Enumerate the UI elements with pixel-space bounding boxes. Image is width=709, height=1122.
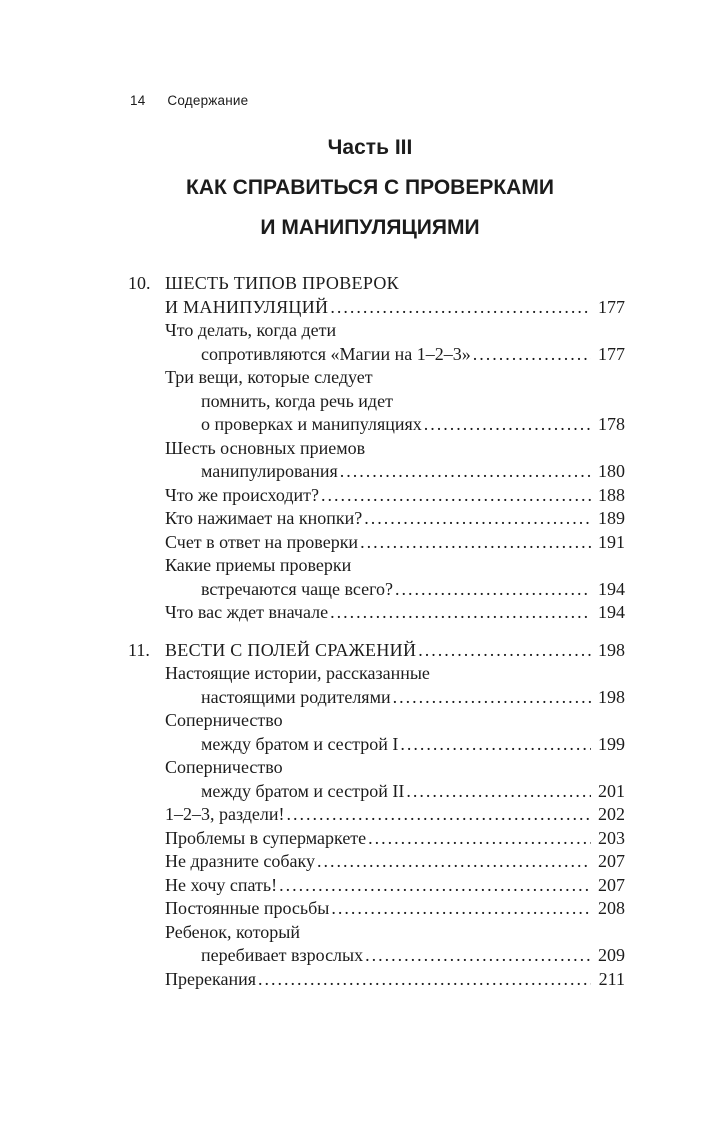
toc-line [128,319,625,343]
toc-line [128,686,625,710]
toc-entry-text: Что вас ждет вначале [165,602,329,622]
toc-entry-text: Какие приемы проверки [165,555,352,575]
toc-line [128,554,625,578]
toc-line [128,390,625,414]
toc-page-number: 177 [598,296,625,317]
toc-entry-text: Постоянные просьбы [165,898,330,918]
part-title-block [110,128,630,248]
toc-entry-text: Соперничество [165,757,283,777]
page-number: 14 [130,93,146,108]
toc-page-number: 177 [598,343,625,364]
toc-entry-text: встречаются чаще всего? [201,578,394,599]
dot-leader [330,601,591,625]
toc-line [128,601,625,625]
toc-line [128,897,625,921]
toc-line [128,366,625,390]
toc-entry-text: Соперничество [165,710,283,730]
toc-page-number: 194 [598,602,625,622]
toc-entry-text: 1–2–3, раздели! [165,804,285,824]
toc-line [128,413,625,437]
toc-line [128,756,625,780]
dot-leader [365,944,591,968]
part-title-line-2: И МАНИПУЛЯЦИЯМИ [260,216,480,239]
toc-line [128,921,625,945]
dot-leader [473,343,591,367]
toc-chapter-title: ВЕСТИ С ПОЛЕЙ СРАЖЕНИЙ [165,639,417,660]
dot-leader [317,850,591,874]
toc-line [128,850,625,874]
dot-leader [287,803,591,827]
dot-leader [393,686,591,710]
toc-page-number: 189 [598,508,625,528]
toc-line [128,780,625,804]
dot-leader [418,639,591,663]
toc-entry-text: Не дразните собаку [165,851,315,871]
toc-entry-text: Три вещи, которые следует [165,367,373,387]
toc-entry-text: перебивает взрослых [201,945,364,965]
toc-page-number: 199 [598,733,625,754]
toc-line [128,662,625,686]
toc-entry-text: Шесть основных приемов [165,437,366,458]
dot-leader [364,507,591,531]
dot-leader [331,897,591,921]
running-title: Содержание [167,93,249,108]
toc-entry-text: настоящими родителями [201,686,391,707]
toc-line [128,733,625,757]
toc-page-number: 201 [598,780,625,801]
toc-page-number: 208 [598,898,625,918]
toc-line [128,944,625,968]
toc-chapter-title: ШЕСТЬ ТИПОВ ПРОВЕРОК [165,273,399,293]
dot-leader [395,578,591,602]
dot-leader [424,413,591,437]
toc-line [128,709,625,733]
toc-entry-text: Что делать, когда дети [165,320,337,340]
toc-line [128,437,625,461]
toc-entry-text: помнить, когда речь идет [201,390,393,411]
dot-leader [360,531,591,555]
toc-page-number: 188 [598,484,625,505]
toc-line [128,507,625,531]
toc-page-number: 203 [598,827,625,848]
toc-chapter-title: И МАНИПУЛЯЦИЙ [165,296,329,317]
toc-line [128,827,625,851]
toc-entry-text: Что же происходит? [165,484,319,505]
entry-number: 10. [128,273,151,293]
toc-entry-text: Ребенок, который [165,921,300,942]
toc-page-number: 207 [598,851,625,871]
toc-line [128,272,625,296]
dot-leader [330,296,591,320]
part-kicker: Часть III [327,136,413,159]
toc-page-number: 198 [598,639,625,660]
part-title-line-1: КАК СПРАВИТЬСЯ С ПРОВЕРКАМИ [186,176,554,199]
toc-page-number: 194 [598,578,625,599]
toc-line [128,484,625,508]
toc-entry-text: сопротивляются «Магии на 1–2–3» [201,343,471,364]
toc-line [128,968,625,992]
toc-page-number: 191 [598,531,625,552]
dot-leader [258,968,591,992]
toc-page-number: 198 [598,686,625,707]
toc-entry-text: между братом и сестрой II [201,780,405,801]
toc-line [128,639,625,663]
toc-page-number: 207 [598,874,625,895]
dot-leader [340,460,591,484]
toc-entry-text: Настоящие истории, рассказанные [165,663,430,683]
toc-entry-text: Кто нажимает на кнопки? [165,508,363,528]
dot-leader [400,733,591,757]
dot-leader [368,827,591,851]
toc-page-number: 211 [598,968,625,989]
entry-number: 11. [128,639,150,660]
dot-leader [279,874,591,898]
toc-page-number: 180 [598,461,625,481]
toc-line [128,531,625,555]
toc-entry-text: манипулирования [201,461,338,481]
toc-line [128,343,625,367]
toc-list [128,272,625,991]
dot-leader [321,484,591,508]
toc-line [128,874,625,898]
toc-page-number: 178 [598,414,625,434]
toc-entry-text: о проверках и манипуляциях [201,414,422,434]
toc-page-number: 209 [598,945,625,965]
dot-leader [406,780,591,804]
toc-entry-text: между братом и сестрой I [201,733,399,754]
toc-line [128,296,625,320]
toc-line [128,460,625,484]
toc-entry-text: Не хочу спать! [165,874,278,895]
running-header [130,93,248,108]
toc-entry-text: Проблемы в супермаркете [165,827,367,848]
toc-line [128,578,625,602]
toc-entry-text: Счет в ответ на проверки [165,531,359,552]
toc-page-number: 202 [598,804,625,824]
toc-entry-text: Пререкания [165,968,256,989]
toc-line [128,803,625,827]
